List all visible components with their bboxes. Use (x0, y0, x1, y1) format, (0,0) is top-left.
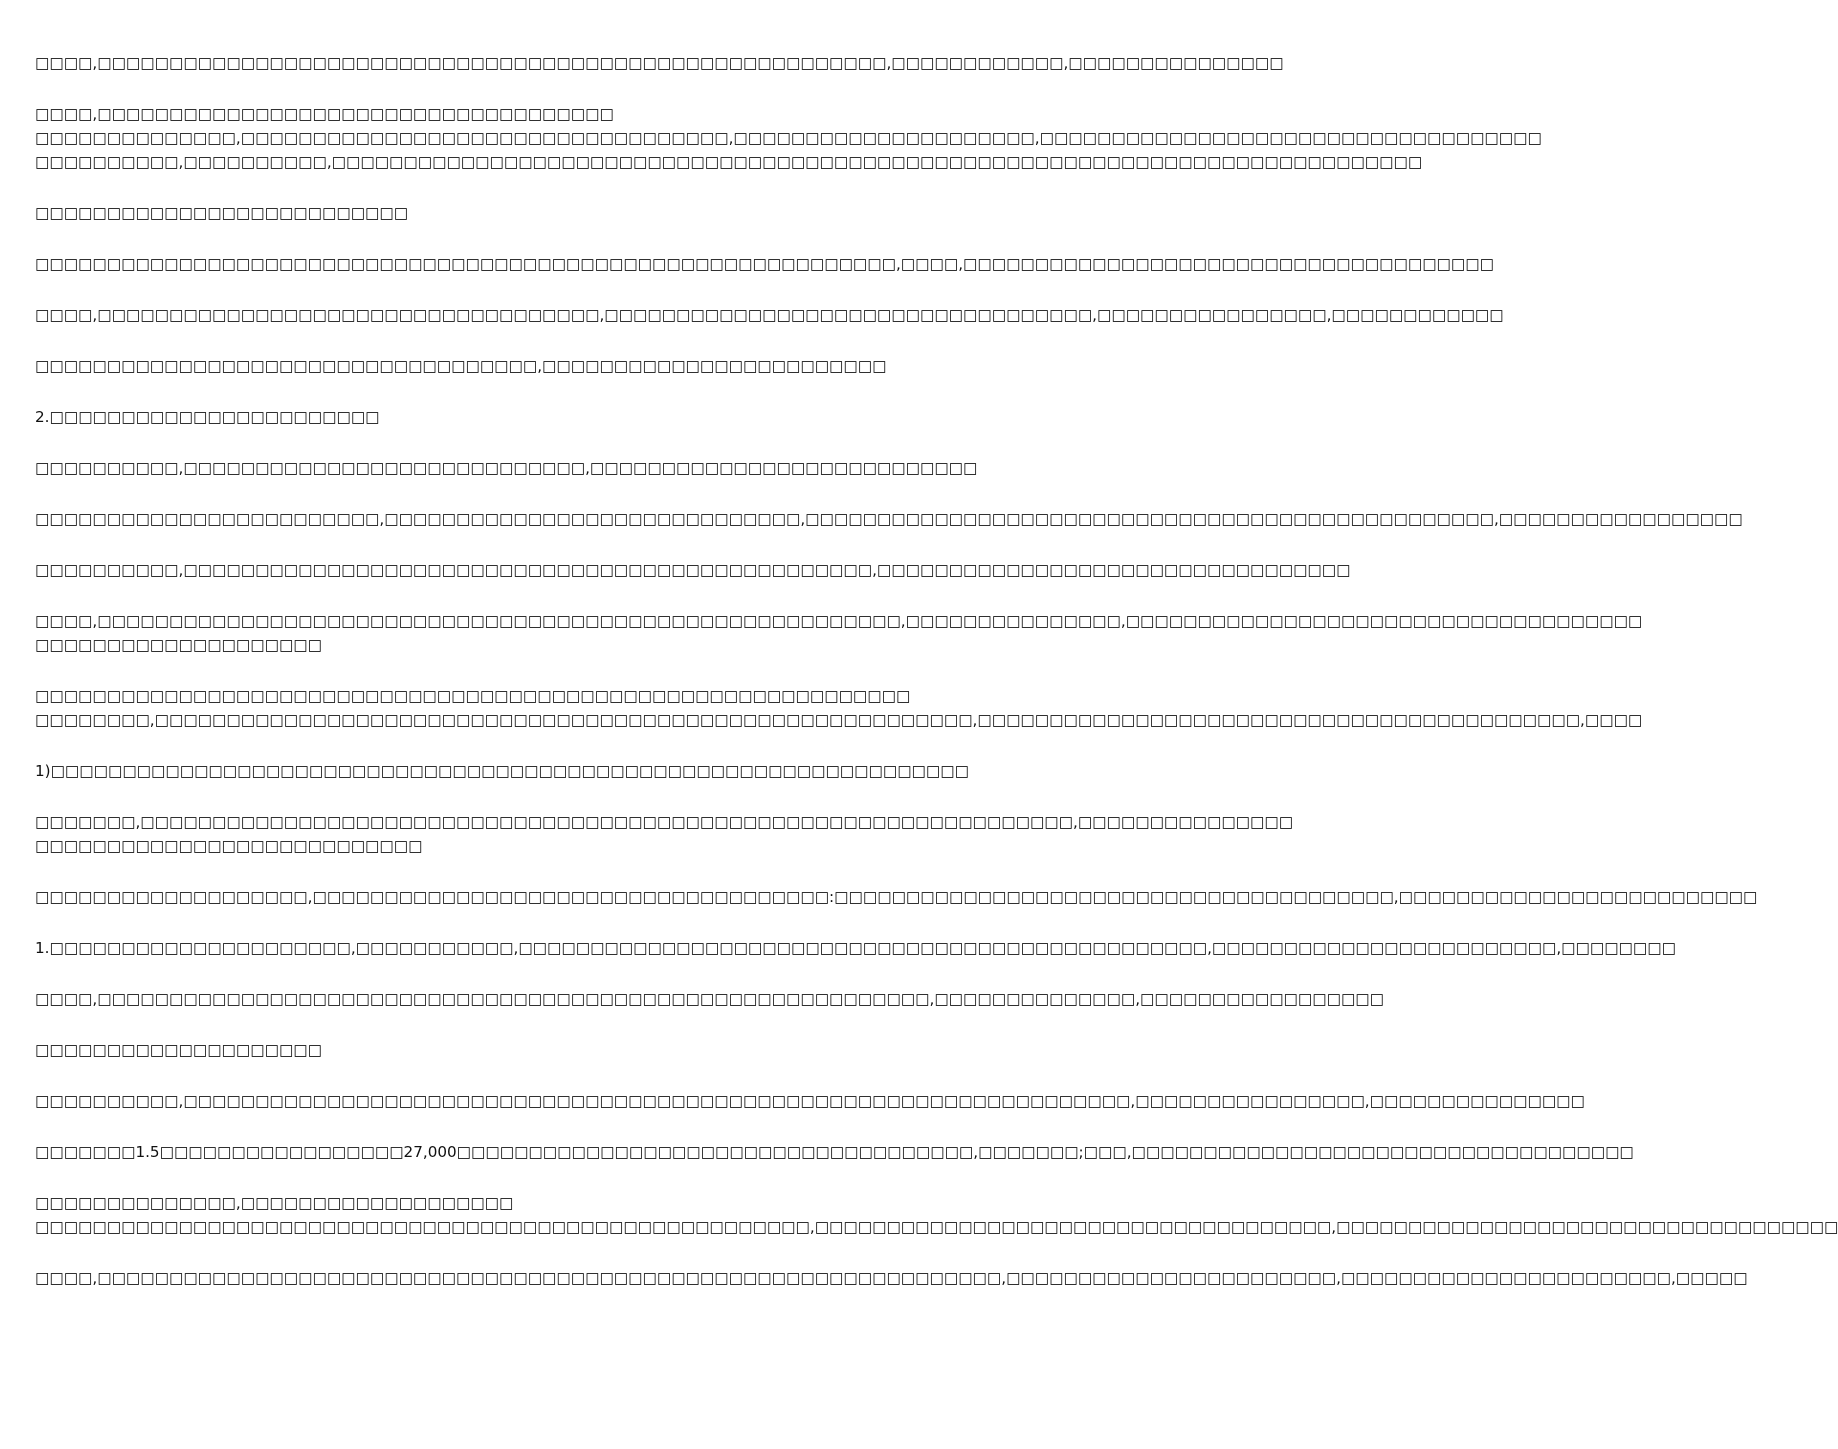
text-line: □□□□,□□□□□□□□□□□□□□□□□□□□□□□□□□□□□□□□□□□□ (35, 105, 614, 123)
text-line: 1)□□□□□□□□□□□□□□□□□□□□□□□□□□□□□□□□□□□□□□□□□□□□□□□□□□□□□□□□□□□□□□□□ (35, 762, 969, 780)
paragraph (35, 810, 1294, 858)
text-line: □□□□□□□□□□,□□□□□□□□□□□□□□□□□□□□□□□□□□□□□□□□□□□□□□□□□□□□□□□□□□□□□□□□□□□□□□□□□□,□□□□□□□□□□□□□□□□,□□□□□□□□□□□□□□□ (35, 1092, 1585, 1110)
text-line: □□□□□□□□□□□□□□□□□□□□□□□□□□□ (35, 837, 423, 855)
paragraph (35, 936, 1676, 960)
text-line: □□□□□□□□□□□□□□,□□□□□□□□□□□□□□□□□□□ (35, 1194, 514, 1212)
paragraph (35, 51, 1284, 75)
text-line: 1.□□□□□□□□□□□□□□□□□□□□□,□□□□□□□□□□□,□□□□□□□□□□□□□□□□□□□□□□□□□□□□□□□□□□□□□□□□□□□□□□□□,□□□□□□□□□□□□□□□□□□□□□□□□,□□□□□□□□ (35, 939, 1676, 957)
text-line: □□□□□□□□□□□□□□□□□□□□□□□□□□□□□□□□□□□□□□□□□□□□□□□□□□□□□□□□□□□□,□□□□,□□□□□□□□□□□□□□□□□□□□□□□□□□□□□□□□□□□□□ (35, 255, 1494, 273)
paragraph (35, 1266, 1748, 1290)
paragraph (35, 1140, 1634, 1164)
paragraph (35, 507, 1743, 531)
text-line: □□□□□□□□,□□□□□□□□□□□□□□□□□□□□□□□□□□□□□□□□□□□□□□□□□□□□□□□□□□□□□□□□□,□□□□□□□□□□□□□□□□□□□□□□□□□□□□□□□□□□□□□□□□□□,□□□□ (35, 711, 1643, 729)
paragraph (35, 609, 1643, 657)
paragraph (35, 1038, 990, 1062)
paragraph (35, 759, 990, 783)
text-line: □□□□□□□□□□□□□□□□□□□□ (35, 636, 322, 654)
text-line: □□□□□□□□□□,□□□□□□□□□□,□□□□□□□□□□□□□□□□□□□□□□□□□□□□□□□□□□□□□□□□□□□□□□□□□□□□□□□□□□□□□□□□□□□□□□□□□□□□ (35, 153, 1423, 171)
paragraph (35, 405, 990, 429)
paragraph (35, 1191, 1838, 1239)
paragraph (35, 102, 1542, 174)
text-line: □□□□,□□□□□□□□□□□□□□□□□□□□□□□□□□□□□□□□□□□□□□□□□□□□□□□□□□□□□□□□□□,□□□□□□□□□□□□□□,□□□□□□□□□□□□□□□□□ (35, 990, 1384, 1008)
text-line: □□□□□□□□□□□□□□□□□□□□□□□□□□□□□□□□□□□□□□□□□□□□□□□□□□□□□□□□□□□□□ (35, 687, 911, 705)
paragraph (35, 354, 990, 378)
text-line: □□□□□□□□□□□□□□□□□□□,□□□□□□□□□□□□□□□□□□□□□□□□□□□□□□□□□□□□:□□□□□□□□□□□□□□□□□□□□□□□□□□□□□□□□□□□□□□□,□□□□□□□□□□□□□□□□□□□□□□□□□ (35, 888, 1758, 906)
text-line: □□□□□□□□□□,□□□□□□□□□□□□□□□□□□□□□□□□□□□□,□□□□□□□□□□□□□□□□□□□□□□□□□□□ (35, 459, 978, 477)
text-line: □□□□,□□□□□□□□□□□□□□□□□□□□□□□□□□□□□□□□□□□□□□□□□□□□□□□□□□□□□□□,□□□□□□□□□□□□,□□□□□□□□□□□□□□□ (35, 54, 1284, 72)
text-line: □□□□□□□□□□□□□□□□□□□□□□□□□□ (35, 204, 409, 222)
text-line: □□□□□□□□□□□□□□,□□□□□□□□□□□□□□□□□□□□□□□□□□□□□□□□□□,□□□□□□□□□□□□□□□□□□□□□,□□□□□□□□□□□□□□□□□□□□□□□□□□□□□□□□□□□ (35, 129, 1542, 147)
text-line: □□□□□□□□□□□□□□□□□□□□□□□□□□□□□□□□□□□,□□□□□□□□□□□□□□□□□□□□□□□□ (35, 357, 887, 375)
paragraph (35, 456, 990, 480)
text-line: □□□□□□□□□□□□□□□□□□□□ (35, 1041, 322, 1059)
text-line: □□□□□□□1.5□□□□□□□□□□□□□□□□□27,000□□□□□□□□□□□□□□□□□□□□□□□□□□□□□□□□□□□□,□□□□□□□;□□□,□□□□□□□□□□□□□□□□□□□□□□□□□□□□□□□□□□□ (35, 1143, 1634, 1161)
text-line: □□□□□□□□□□,□□□□□□□□□□□□□□□□□□□□□□□□□□□□□□□□□□□□□□□□□□□□□□□□,□□□□□□□□□□□□□□□□□□□□□□□□□□□□□□□□□ (35, 561, 1351, 579)
paragraph (35, 303, 1504, 327)
text-line: □□□□,□□□□□□□□□□□□□□□□□□□□□□□□□□□□□□□□□□□,□□□□□□□□□□□□□□□□□□□□□□□□□□□□□□□□□□,□□□□□□□□□□□□□□□□,□□□□□□□□□□□□ (35, 306, 1504, 324)
text-line: □□□□,□□□□□□□□□□□□□□□□□□□□□□□□□□□□□□□□□□□□□□□□□□□□□□□□□□□□□□□□□□□□□□□,□□□□□□□□□□□□□□□□□□□□□□□,□□□□□□□□□□□□□□□□□□□□□□□,□□□□□ (35, 1269, 1748, 1287)
text-line: □□□□□□□□□□□□□□□□□□□□□□□□,□□□□□□□□□□□□□□□□□□□□□□□□□□□□□,□□□□□□□□□□□□□□□□□□□□□□□□□□□□□□□□□□□□□□□□□□□□□□□□,□□□□□□□□□□□□□□□□□ (35, 510, 1743, 528)
paragraph (35, 558, 1351, 582)
text-line: □□□□,□□□□□□□□□□□□□□□□□□□□□□□□□□□□□□□□□□□□□□□□□□□□□□□□□□□□□□□□,□□□□□□□□□□□□□□□,□□□□□□□□□□□□□□□□□□□□□□□□□□□□□□□□□□□□ (35, 612, 1643, 630)
paragraph (35, 252, 1494, 276)
text-line: □□□□□□□□□□□□□□□□□□□□□□□□□□□□□□□□□□□□□□□□□□□□□□□□□□□□□□,□□□□□□□□□□□□□□□□□□□□□□□□□□□□□□□□□□□□,□□□□□□□□□□□□□□□□□□□□□□□□□□□□□□□□□□□ (35, 1218, 1838, 1236)
text-line: □□□□□□□,□□□□□□□□□□□□□□□□□□□□□□□□□□□□□□□□□□□□□□□□□□□□□□□□□□□□□□□□□□□□□□□□□,□□□□□□□□□□□□□□□ (35, 813, 1294, 831)
document-body (35, 51, 1838, 1317)
paragraph (35, 987, 1384, 1011)
paragraph (35, 684, 1643, 732)
paragraph (35, 885, 1758, 909)
paragraph (35, 1089, 1585, 1113)
text-line: 2.□□□□□□□□□□□□□□□□□□□□□□□ (35, 408, 380, 426)
paragraph (35, 201, 990, 225)
